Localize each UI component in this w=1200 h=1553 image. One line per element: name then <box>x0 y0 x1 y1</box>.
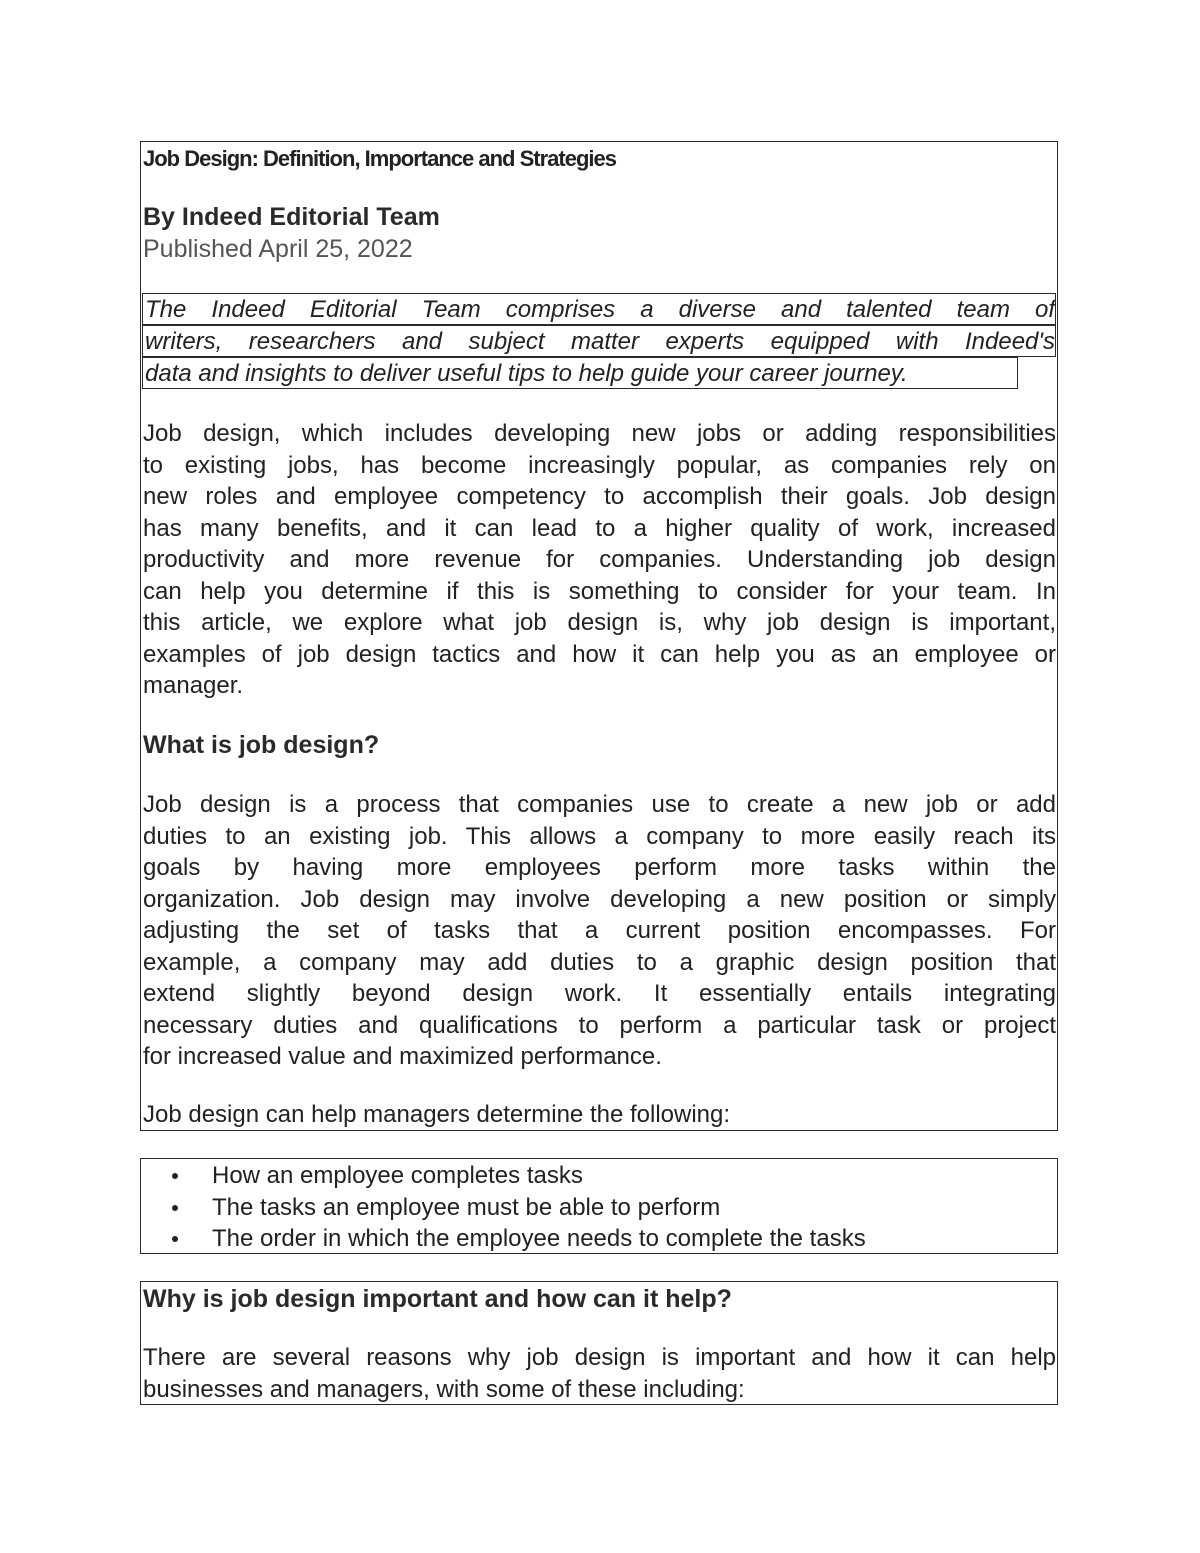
article-title: Job Design: Definition, Importance and Strategies <box>143 146 616 171</box>
intro-line: productivity and more revenue for companies. Understanding job design <box>143 546 1056 573</box>
intro-line: this article, we explore what job design is, why job design is important, <box>143 609 1056 636</box>
list-item-text: The order in which the employee needs to complete the tasks <box>212 1225 866 1252</box>
editor-note-line: The Indeed Editorial Team comprises a diverse and talented team of <box>142 293 1056 325</box>
intro-line: Job design, which includes developing new jobs or adding responsibilities <box>143 420 1056 447</box>
definition-line: example, a company may add duties to a graphic design position that <box>143 948 1056 976</box>
intro-paragraph <box>143 418 1056 702</box>
help-intro-line: Job design can help managers determine the following: <box>143 1101 731 1128</box>
definition-line: necessary duties and qualifications to perform a particular task or project <box>143 1011 1056 1039</box>
publish-date: Published April 25, 2022 <box>143 235 413 263</box>
why-line: businesses and managers, with some of these including: <box>143 1375 745 1403</box>
why-paragraph <box>143 1342 1056 1405</box>
help-bullet-list <box>172 1160 866 1255</box>
why-important-heading: Why is job design important and how can it help? <box>143 1285 732 1313</box>
editorial-team-note <box>142 293 1056 389</box>
what-is-job-design-heading: What is job design? <box>143 731 380 759</box>
bullet-icon <box>172 1236 178 1242</box>
list-item <box>172 1223 866 1255</box>
intro-line: can help you determine if this is something to consider for your team. In <box>143 577 1056 605</box>
intro-line: manager. <box>143 672 244 699</box>
list-item-text: How an employee completes tasks <box>212 1162 583 1189</box>
bullet-icon <box>172 1205 178 1211</box>
definition-line: for increased value and maximized performance. <box>143 1043 662 1070</box>
definition-line: extend slightly beyond design work. It essentially entails integrating <box>143 980 1056 1007</box>
definition-line: duties to an existing job. This allows a company to more easily reach its <box>143 822 1056 850</box>
definition-paragraph <box>143 789 1056 1073</box>
intro-line: has many benefits, and it can lead to a higher quality of work, increased <box>143 514 1056 542</box>
why-line: There are several reasons why job design is important and how it can help <box>143 1344 1056 1371</box>
list-item-text: The tasks an employee must be able to perform <box>212 1193 721 1221</box>
intro-line: new roles and employee competency to accomplish their goals. Job design <box>143 483 1056 510</box>
editor-note-line: data and insights to deliver useful tips to help guide your career journey. <box>142 357 1018 389</box>
intro-line: examples of job design tactics and how it can help you as an employee or <box>143 640 1056 668</box>
definition-line: adjusting the set of tasks that a current position encompasses. For <box>143 917 1056 944</box>
list-item <box>172 1160 866 1192</box>
definition-line: goals by having more employees perform more tasks within the <box>143 854 1056 881</box>
help-intro-paragraph <box>143 1099 1056 1131</box>
list-item <box>172 1192 866 1224</box>
definition-line: Job design is a process that companies use to create a new job or add <box>143 791 1056 818</box>
definition-line: organization. Job design may involve developing a new position or simply <box>143 885 1056 913</box>
article-byline: By Indeed Editorial Team <box>143 203 440 231</box>
intro-line: to existing jobs, has become increasingly popular, as companies rely on <box>143 451 1056 479</box>
editor-note-line: writers, researchers and subject matter experts equipped with Indeed's <box>142 325 1056 357</box>
bullet-icon <box>172 1173 178 1179</box>
